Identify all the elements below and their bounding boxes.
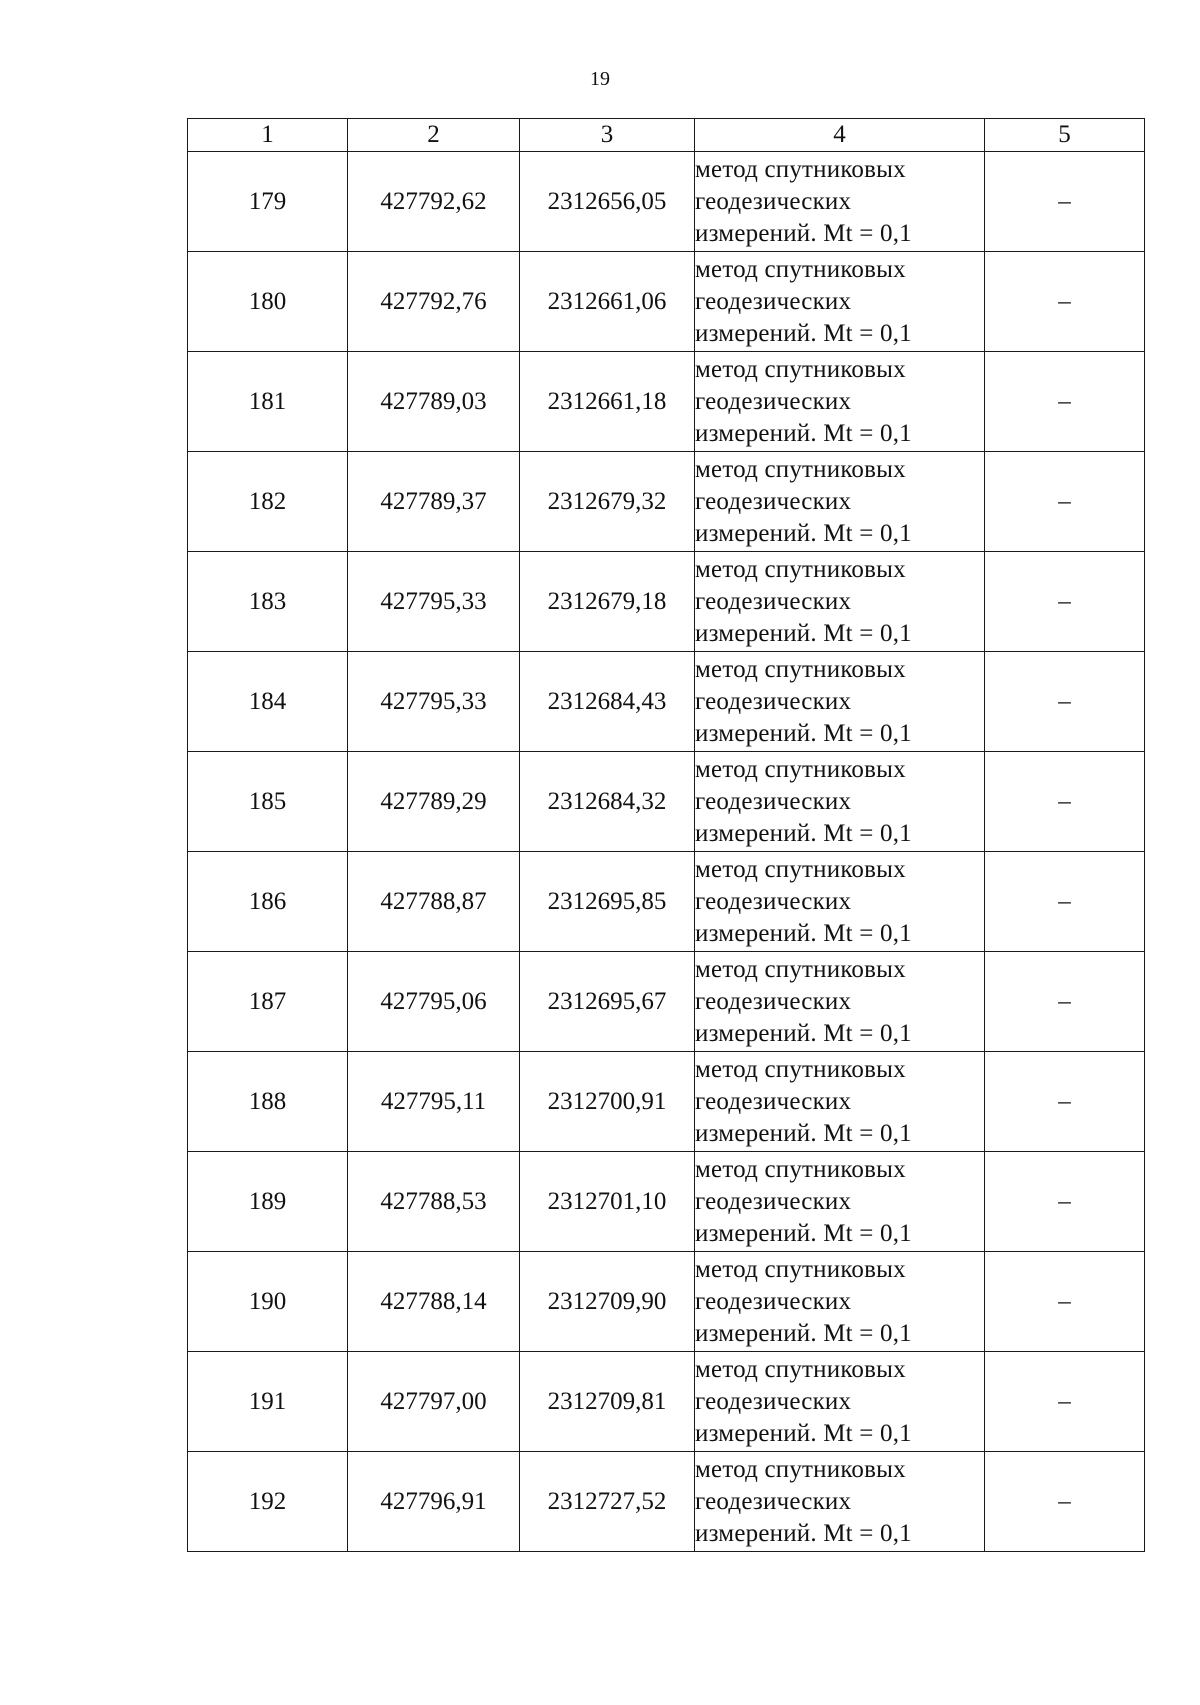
extra-cell: – bbox=[985, 152, 1145, 252]
table-row bbox=[188, 252, 1145, 352]
method-line: измерений. Mt = 0,1 bbox=[695, 1419, 912, 1447]
table-row bbox=[188, 1452, 1145, 1552]
point-number-cell: 184 bbox=[188, 652, 348, 752]
point-number-cell: 181 bbox=[188, 352, 348, 452]
extra-cell: – bbox=[985, 1052, 1145, 1152]
method-line: измерений. Mt = 0,1 bbox=[695, 519, 912, 547]
x-coordinate-cell: 427792,76 bbox=[348, 252, 520, 352]
point-number-cell: 192 bbox=[188, 1452, 348, 1552]
y-coordinate-cell: 2312684,32 bbox=[520, 752, 695, 852]
method-line: метод спутниковых bbox=[695, 655, 906, 683]
extra-cell: – bbox=[985, 1452, 1145, 1552]
method-line: измерений. Mt = 0,1 bbox=[695, 419, 912, 447]
method-cell bbox=[695, 552, 985, 652]
extra-cell: – bbox=[985, 252, 1145, 352]
table-row bbox=[188, 752, 1145, 852]
table-row bbox=[188, 1052, 1145, 1152]
extra-cell: – bbox=[985, 752, 1145, 852]
y-coordinate-cell: 2312679,32 bbox=[520, 452, 695, 552]
method-cell bbox=[695, 352, 985, 452]
point-number-cell: 179 bbox=[188, 152, 348, 252]
x-coordinate-cell: 427789,03 bbox=[348, 352, 520, 452]
y-coordinate-cell: 2312695,67 bbox=[520, 952, 695, 1052]
x-coordinate-cell: 427789,37 bbox=[348, 452, 520, 552]
method-line: метод спутниковых bbox=[695, 755, 906, 783]
method-line: измерений. Mt = 0,1 bbox=[695, 619, 912, 647]
method-line: метод спутниковых bbox=[695, 1355, 906, 1383]
x-coordinate-cell: 427788,87 bbox=[348, 852, 520, 952]
method-cell bbox=[695, 752, 985, 852]
method-cell bbox=[695, 852, 985, 952]
method-line: метод спутниковых bbox=[695, 1155, 906, 1183]
x-coordinate-cell: 427795,33 bbox=[348, 652, 520, 752]
method-cell bbox=[695, 1252, 985, 1352]
method-line: геодезических bbox=[695, 1087, 852, 1115]
method-line: геодезических bbox=[695, 287, 852, 315]
column-header: 4 bbox=[695, 119, 985, 152]
point-number-cell: 188 bbox=[188, 1052, 348, 1152]
x-coordinate-cell: 427795,11 bbox=[348, 1052, 520, 1152]
extra-cell: – bbox=[985, 1152, 1145, 1252]
table-row bbox=[188, 652, 1145, 752]
method-cell bbox=[695, 652, 985, 752]
method-cell bbox=[695, 1152, 985, 1252]
column-header: 3 bbox=[520, 119, 695, 152]
point-number-cell: 185 bbox=[188, 752, 348, 852]
x-coordinate-cell: 427792,62 bbox=[348, 152, 520, 252]
extra-cell: – bbox=[985, 652, 1145, 752]
method-line: измерений. Mt = 0,1 bbox=[695, 1219, 912, 1247]
point-number-cell: 191 bbox=[188, 1352, 348, 1452]
extra-cell: – bbox=[985, 352, 1145, 452]
x-coordinate-cell: 427795,33 bbox=[348, 552, 520, 652]
method-line: геодезических bbox=[695, 687, 852, 715]
table-row bbox=[188, 1152, 1145, 1252]
table-row bbox=[188, 552, 1145, 652]
y-coordinate-cell: 2312700,91 bbox=[520, 1052, 695, 1152]
y-coordinate-cell: 2312661,06 bbox=[520, 252, 695, 352]
method-line: измерений. Mt = 0,1 bbox=[695, 919, 912, 947]
method-line: метод спутниковых bbox=[695, 1255, 906, 1283]
method-line: метод спутниковых bbox=[695, 1455, 906, 1483]
method-line: метод спутниковых bbox=[695, 155, 906, 183]
method-line: геодезических bbox=[695, 387, 852, 415]
point-number-cell: 182 bbox=[188, 452, 348, 552]
method-line: измерений. Mt = 0,1 bbox=[695, 719, 912, 747]
extra-cell: – bbox=[985, 952, 1145, 1052]
y-coordinate-cell: 2312727,52 bbox=[520, 1452, 695, 1552]
table-row bbox=[188, 952, 1145, 1052]
method-line: метод спутниковых bbox=[695, 955, 906, 983]
method-cell bbox=[695, 1452, 985, 1552]
x-coordinate-cell: 427788,14 bbox=[348, 1252, 520, 1352]
method-line: измерений. Mt = 0,1 bbox=[695, 1119, 912, 1147]
point-number-cell: 183 bbox=[188, 552, 348, 652]
table-row bbox=[188, 1352, 1145, 1452]
x-coordinate-cell: 427795,06 bbox=[348, 952, 520, 1052]
y-coordinate-cell: 2312684,43 bbox=[520, 652, 695, 752]
table-row bbox=[188, 352, 1145, 452]
y-coordinate-cell: 2312709,90 bbox=[520, 1252, 695, 1352]
method-line: измерений. Mt = 0,1 bbox=[695, 319, 912, 347]
method-cell bbox=[695, 952, 985, 1052]
y-coordinate-cell: 2312656,05 bbox=[520, 152, 695, 252]
method-line: геодезических bbox=[695, 1387, 852, 1415]
method-line: геодезических bbox=[695, 1487, 852, 1515]
y-coordinate-cell: 2312701,10 bbox=[520, 1152, 695, 1252]
extra-cell: – bbox=[985, 1352, 1145, 1452]
method-line: геодезических bbox=[695, 187, 852, 215]
table-row bbox=[188, 1252, 1145, 1352]
method-line: геодезических bbox=[695, 487, 852, 515]
method-line: геодезических bbox=[695, 787, 852, 815]
extra-cell: – bbox=[985, 452, 1145, 552]
column-header: 1 bbox=[188, 119, 348, 152]
coordinates-table bbox=[187, 118, 1145, 1552]
page-number: 19 bbox=[590, 68, 610, 90]
x-coordinate-cell: 427788,53 bbox=[348, 1152, 520, 1252]
method-line: измерений. Mt = 0,1 bbox=[695, 1019, 912, 1047]
method-cell bbox=[695, 452, 985, 552]
point-number-cell: 187 bbox=[188, 952, 348, 1052]
y-coordinate-cell: 2312709,81 bbox=[520, 1352, 695, 1452]
point-number-cell: 189 bbox=[188, 1152, 348, 1252]
point-number-cell: 186 bbox=[188, 852, 348, 952]
method-line: измерений. Mt = 0,1 bbox=[695, 1319, 912, 1347]
method-line: измерений. Mt = 0,1 bbox=[695, 819, 912, 847]
x-coordinate-cell: 427796,91 bbox=[348, 1452, 520, 1552]
y-coordinate-cell: 2312695,85 bbox=[520, 852, 695, 952]
method-line: метод спутниковых bbox=[695, 255, 906, 283]
x-coordinate-cell: 427789,29 bbox=[348, 752, 520, 852]
method-line: измерений. Mt = 0,1 bbox=[695, 1519, 912, 1547]
method-line: геодезических bbox=[695, 887, 852, 915]
table-row bbox=[188, 452, 1145, 552]
method-line: метод спутниковых bbox=[695, 1055, 906, 1083]
column-header: 2 bbox=[348, 119, 520, 152]
point-number-cell: 190 bbox=[188, 1252, 348, 1352]
method-line: метод спутниковых bbox=[695, 555, 906, 583]
method-line: геодезических bbox=[695, 987, 852, 1015]
method-cell bbox=[695, 1052, 985, 1152]
method-cell bbox=[695, 252, 985, 352]
method-line: измерений. Mt = 0,1 bbox=[695, 219, 912, 247]
method-line: геодезических bbox=[695, 1287, 852, 1315]
method-line: геодезических bbox=[695, 1187, 852, 1215]
table-body bbox=[188, 152, 1145, 1552]
table-row bbox=[188, 152, 1145, 252]
y-coordinate-cell: 2312661,18 bbox=[520, 352, 695, 452]
point-number-cell: 180 bbox=[188, 252, 348, 352]
method-line: метод спутниковых bbox=[695, 855, 906, 883]
extra-cell: – bbox=[985, 552, 1145, 652]
method-line: геодезических bbox=[695, 587, 852, 615]
method-line: метод спутниковых bbox=[695, 355, 906, 383]
extra-cell: – bbox=[985, 1252, 1145, 1352]
column-header: 5 bbox=[985, 119, 1145, 152]
y-coordinate-cell: 2312679,18 bbox=[520, 552, 695, 652]
table-row bbox=[188, 852, 1145, 952]
table-header-row bbox=[188, 119, 1145, 152]
extra-cell: – bbox=[985, 852, 1145, 952]
method-cell bbox=[695, 1352, 985, 1452]
x-coordinate-cell: 427797,00 bbox=[348, 1352, 520, 1452]
method-cell bbox=[695, 152, 985, 252]
method-line: метод спутниковых bbox=[695, 455, 906, 483]
